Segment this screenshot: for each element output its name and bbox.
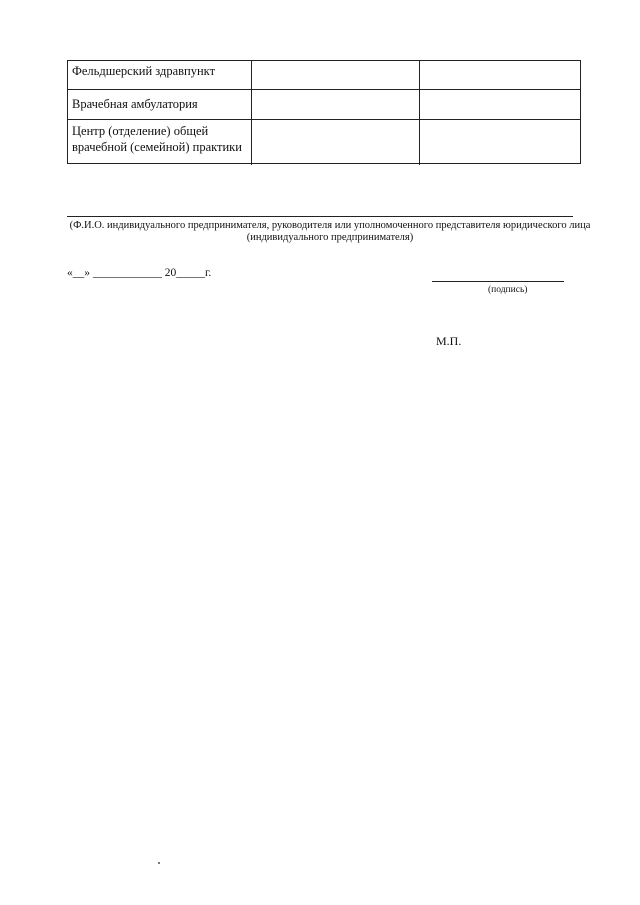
stamp-placeholder: М.П. <box>436 334 462 348</box>
empty-cell <box>420 90 582 119</box>
facility-label-cell: Врачебная амбулатория <box>68 90 252 119</box>
empty-cell <box>252 61 420 89</box>
empty-cell <box>420 61 582 89</box>
table-row <box>68 61 580 90</box>
date-field: «__» ____________ 20_____г. <box>67 267 212 279</box>
signatory-name-line <box>67 216 573 217</box>
signatory-caption-continued: (индивидуального предпринимателя) <box>246 232 414 243</box>
signatory-caption: (Ф.И.О. индивидуального предпринимателя, руководителя или уполномоченного представителя юридического лица <box>69 220 591 231</box>
empty-cell <box>420 120 582 165</box>
facility-label-cell: Центр (отделение) общей врачебной (семейной) практики <box>68 120 252 165</box>
empty-cell <box>252 120 420 165</box>
table-row <box>68 90 580 120</box>
signature-line <box>432 281 564 282</box>
signature-label: (подпись) <box>488 285 528 295</box>
facility-table <box>67 60 581 164</box>
table-row <box>68 120 580 165</box>
empty-cell <box>252 90 420 119</box>
scan-speck <box>158 862 160 864</box>
facility-label-cell: Фельдшерский здравпункт <box>68 61 252 89</box>
